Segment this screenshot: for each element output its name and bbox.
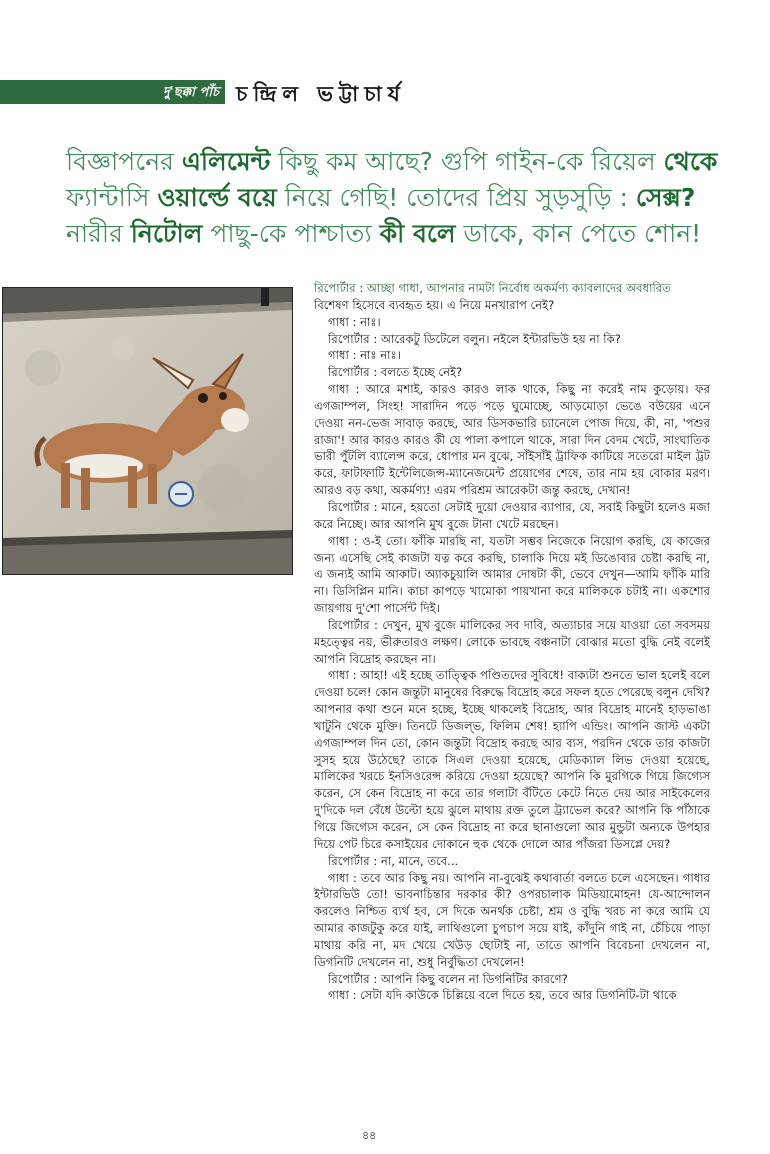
article-paragraph: রিপোর্টার : আপনি কিছু বলেন না ডিগনিটির কারণে? xyxy=(328,971,568,986)
headline-highlight: সেক্স? xyxy=(635,183,696,212)
headline-text: পাছু-কে পাশ্চাত্য xyxy=(202,219,380,248)
article-paragraph: গাধা : নাঃ। xyxy=(328,314,381,329)
headline-line-1 xyxy=(66,144,736,180)
headline-text: নিয়ে গেছি! তোদের প্রিয় সুড়সুড়ি : xyxy=(276,183,636,212)
article-paragraph: গাধা : আহা! এই হচ্ছে তাত্ত্বিক পণ্ডিতদের সুবিধে! বাক্যটা শুনতে ভাল হলেই বলে দেওয়া চলে! কোন জন্তুটা মানুষের বিরুদ্ধে বিদ্রোহ করে সফল হতে পেরেছে বলুন দেখি? আপনার কথা শুনে মনে হচ্ছে, ইচ্ছে থাকলেই বিদ্রোহ, আর বিদ্রোহ মানেই হাড়ভাঙা খাটুনি থেকে মুক্তি। তিনটে ডিজল্ভ, ফিলিম শেষ! হ্যাপি এন্ডিং। আপনি জাস্ট একটা এগজাম্পল দিন তো, কোন জন্তুটা বিদ্রোহ করছে আর ব্যস, পরদিন থেকে তার কাজটা সুসহ হয়ে উঠেছে? তাকে সিএল দেওয়া হয়েছে, মেডিক্যাল লিভ দেওয়া হয়েছে, মালিকের খরচে ইনসিওরেন্স করিয়ে দেওয়া হয়েছে? আপনি কি মুরগিকে গিয়ে জিগ্যেস করেন, সে কেন বিদ্রোহ না করে তার গলাটা বঁটিতে কেটে নিতে দেয় আর সাইকেলের দু'দিকে দল বেঁধে উল্টো হয়ে ঝুলে মাথায় রক্ত তুলে ট্র্যাভেল করে? আপনি কি পাঁঠাকে গিয়ে জিগ্যেস করেন, সে কেন বিদ্রোহ না করে ছানাগুলো আর মুন্ডুটা অন্যকে উপহার দিয়ে পেট চিরে কসাইয়ের দোকানে হুক থেকে দোলে আর পাঁজরা ডিসপ্লে দেয়? xyxy=(314,668,710,851)
page-number: ৪৪ xyxy=(362,1129,377,1142)
section-label: দু'ছক্কা পাঁচ xyxy=(162,85,219,100)
donkey-graffiti-icon xyxy=(3,288,292,574)
headline-text: নারীর xyxy=(66,219,131,248)
article-paragraph: গাধা : ও-ই তো। ফাঁকি মারছি না, যতটা সম্ভব নিজেকে নিয়োগ করছি, যে কাজের জন্য এসেছি সেই কাজটা যত্ন করে করছি, চালাকি দিয়ে মই ডিঙোবার চেষ্টা করছি না, এ জন্যই আমি আকাট। অ্যাকচুয়ালি আমার দোষটা কী, ভেবে দেখুন—আমি ফাঁকি মারি না। ডিসিপ্লিন মানি। কাচা কাপড়ে খামোকা পায়খানা করে মালিককে চটাই না। একশোর জায়গায় দু'শো পার্সেন্ট দিই। xyxy=(314,533,710,616)
article-first-line: রিপোর্টার : আচ্ছা গাধা, আপনার নামটা নির্বোধ অকর্মণ্য ক্যাবলাদের অবধারিত xyxy=(314,281,671,295)
headline-highlight: থেকে xyxy=(663,147,718,176)
headline-highlight: নিটোল xyxy=(130,219,203,248)
headline-highlight: কী বলে xyxy=(379,219,456,248)
headline-text: বিজ্ঞাপনের xyxy=(66,147,182,176)
article-paragraph: রিপোর্টার : বলতে ইচ্ছে নেই? xyxy=(328,365,463,380)
headline-highlight: ওয়ার্ল্ডে বয়ে xyxy=(157,183,277,212)
article-body xyxy=(314,280,710,1004)
headline xyxy=(66,144,736,252)
headline-line-3 xyxy=(66,216,736,252)
article-paragraph: গাধা : সেটা যদি কাউকে চিল্লিয়ে বলে দিতে হয়, তবে আর ডিগনিটি-টা থাকে xyxy=(328,988,677,1003)
headline-text: ফ্যান্টাসি xyxy=(66,183,158,212)
headline-text: কিছু কম আছে? গুপি গাইন-কে রিয়েল xyxy=(270,147,664,176)
headline-highlight: এলিমেন্ট xyxy=(181,147,271,176)
article-paragraph: বিশেষণ হিসেবে ব্যবহৃত হয়। এ নিয়ে মনখারাপ নেই? xyxy=(314,297,555,312)
author-name: চন্দ্রিল ভট্টাচার্য xyxy=(236,82,406,106)
headline-text: ডাকে, কান পেতে শোন! xyxy=(455,219,702,248)
article-paragraph: গাধা : তবে আর কিছু নয়। আপনি না-বুঝেই কথাবার্তা বলতে চলে এসেছেন। গাধার ইন্টারভিউ তো! ভাবনাচিন্তার দরকার কী? ওপরচালাক মিডিয়ামোহন! যে-আন্দোলন করলেও নিশ্চিত ব্যর্থ হব, সে দিকে অনর্থক চেষ্টা, শ্রম ও বুদ্ধি খরচ না করে আমি যে আমার কাজটুকু করে যাই, লাথিগুলো চুপচাপ সয়ে যাই, কাঁদুনি গাই না, চেঁচিয়ে পাড়া মাথায় করি না, মদ খেয়ে খেউড় ছোটাই না, তাতে আপনি বিবেচনা দেখলেন না, ডিগনিটি দেখলেন না, শুধু নির্বুদ্ধিতা দেখলেন! xyxy=(314,870,710,969)
headline-line-2 xyxy=(66,180,736,216)
article-paragraph: রিপোর্টার : না, মানে, তবে... xyxy=(328,853,459,868)
donkey-graffiti-photo xyxy=(2,287,293,575)
section-band xyxy=(0,80,225,104)
article-paragraph: রিপোর্টার : আরেকটু ডিটেলে বলুন। নইলে ইন্টারভিউ হয় না কি? xyxy=(328,331,621,346)
article-paragraphs xyxy=(314,297,710,1004)
article-paragraph: রিপোর্টার : দেখুন, মুখ বুজে মালিকের সব দাবি, অত্যাচার সয়ে যাওয়া তো সবসময় মহত্ত্বের নয়, ভীরুতারও লক্ষণ। লোকে ভাবছে বঞ্চনাটা বোঝার মতো বুদ্ধি নেই বলেই আপনি বিদ্রোহ করছেন না। xyxy=(314,617,710,666)
article-paragraph: রিপোর্টার : মানে, হয়তো সেটাই দুয়ো দেওয়ার ব্যাপার, যে, সবাই কিছুটা হলেও মজা করে নিচ্ছে। আর আপনি মুখ বুজে টানা খেটে মরছেন। xyxy=(314,499,710,531)
article-paragraph: গাধা : নাঃ নাঃ। xyxy=(328,348,401,363)
article-paragraph: গাধা : আরে মশাই, কারও কারও লাক থাকে, কিছু না করেই নাম কুড়োয়। ফর এগজাম্পল, সিংহ! সারাদিন পড়ে পড়ে ঘুমোচ্ছে, আড়মোড়া ভেঙে বউয়ের এনে দেওয়া নন-ভেজ সাবাড় করছে, আর ডিসকভারি চ্যানেলে পোজ দিয়ে, কী, না, 'পশুর রাজা'! আর কারও কারও কী যে পালা কপালে থাকে, সারা দিন বেদম খেটে, সাংঘাতিক ভারী পুঁটলি ব্যালেন্স করে, ধোপার মন বুঝে, সাঁইসাঁই ট্রাফিক কাটিয়ে সতেরো মাইল ট্রট করে, ফাটাফাটি ইন্টেলিজেন্স-ম্যানেজমেন্ট প্রয়োগের শেষে, তার নাম হয় বোকার মরণ। আরও বড় কথা, অকর্মণ্য! এরম পরিশ্রম আরেকটা জন্তু করছে, দেখান! xyxy=(314,382,710,498)
